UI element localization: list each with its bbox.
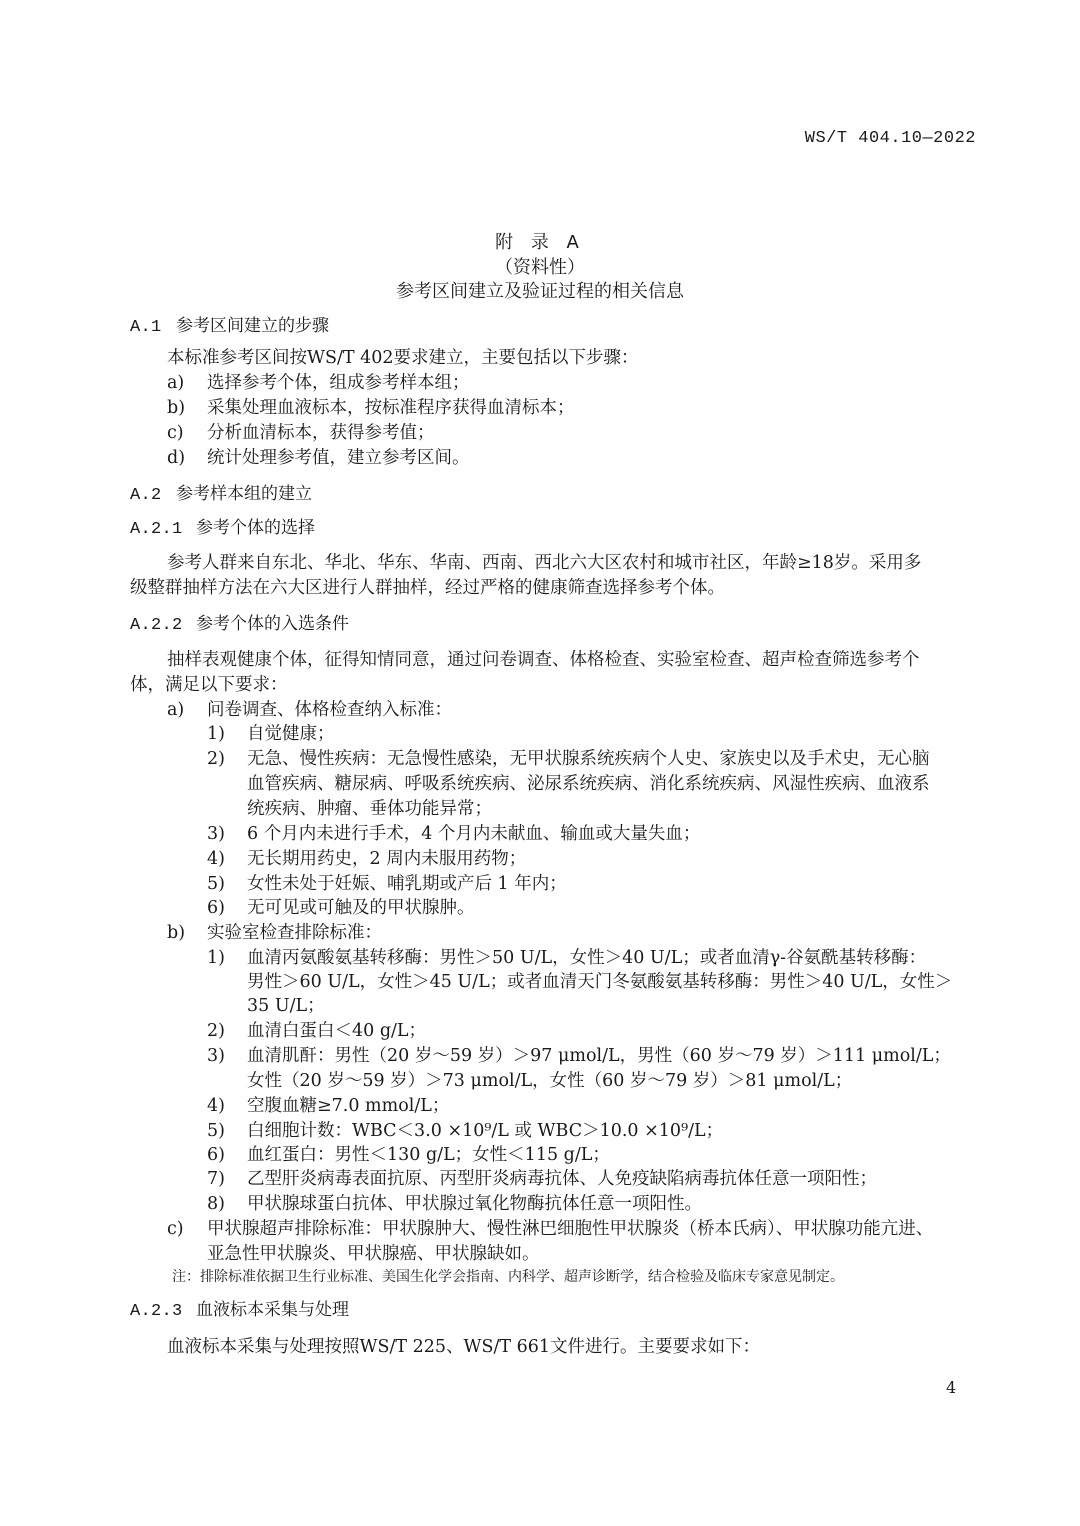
paragraph-line: 抽样表观健康个体，征得知情同意，通过问卷调查、体格检查、实验室检查、超声检查筛选参考个 [167, 650, 920, 670]
section-number: A.1 [130, 318, 162, 337]
appendix-label: 附 录 A [495, 232, 585, 253]
sub-marker: 5) [207, 874, 225, 894]
sub-text-continued: 血管疾病、糖尿病、呼吸系统疾病、泌尿系统疾病、消化系统疾病、风湿性疾病、血液系 [247, 774, 930, 794]
list-item [167, 1217, 934, 1241]
sub-text: 血清肌酐：男性（20 岁～59 岁）＞97 μmol/L，男性（60 岁～79 岁）＞111 μmol/L； [247, 1046, 951, 1066]
page-number: 4 [946, 1378, 957, 1397]
paragraph-line: 参考人群来自东北、华北、华东、华南、西南、西北六大区农村和城市社区，年龄≥18岁。采用多 [167, 553, 922, 573]
list-marker: a) [167, 373, 185, 393]
sub-item [207, 722, 335, 746]
list-text: 采集处理血液标本，按标准程序获得血清标本； [207, 398, 575, 418]
list-item [167, 371, 470, 395]
sub-text-continued: 男性＞60 U/L，女性＞45 U/L；或者血清天门冬氨酸氨基转移酶：男性＞40 U/L，女性＞ [247, 972, 953, 992]
sub-text: 甲状腺球蛋白抗体、甲状腺过氧化物酶抗体任意一项阳性。 [247, 1194, 702, 1214]
sub-text: 血清丙氨酸氨基转移酶：男性＞50 U/L，女性＞40 U/L；或者血清γ-谷氨酰基转移酶： [247, 948, 927, 968]
list-item [167, 421, 435, 445]
sub-text-continued: 35 U/L； [247, 996, 325, 1016]
list-marker: a) [167, 700, 185, 720]
section-number: A.2.3 [130, 1302, 183, 1321]
list-item [167, 396, 575, 420]
list-marker: c) [167, 1219, 184, 1239]
sub-text: 无长期用药史，2 周内未服用药物； [247, 849, 527, 869]
section-number: A.2 [130, 486, 162, 505]
sub-item [207, 896, 475, 920]
section-title: 参考个体的入选条件 [196, 614, 349, 634]
list-text: 问卷调查、体格检查纳入标准： [207, 700, 452, 720]
sub-item [207, 822, 701, 846]
section-heading-a21 [130, 516, 315, 542]
list-marker: b) [167, 923, 186, 943]
sub-marker: 2) [207, 749, 225, 769]
sub-item [207, 1044, 951, 1068]
list-text: 实验室检查排除标准： [207, 923, 382, 943]
paragraph: 血液标本采集与处理按照WS/T 225、WS/T 661文件进行。主要要求如下： [167, 1337, 761, 1357]
appendix-title: 参考区间建立及验证过程的相关信息 [396, 281, 684, 302]
sub-text: 无急、慢性疾病：无急慢性感染，无甲状腺系统疾病个人史、家族史以及手术史，无心脑 [247, 749, 930, 769]
section-title: 参考区间建立的步骤 [176, 316, 329, 336]
sub-text: 血红蛋白：男性＜130 g/L；女性＜115 g/L； [247, 1145, 610, 1165]
sub-item [207, 1143, 610, 1167]
section-title: 参考个体的选择 [196, 518, 315, 538]
sub-marker: 6) [207, 898, 225, 918]
sub-text-continued: 女性（20 岁～59 岁）＞73 μmol/L，女性（60 岁～79 岁）＞81 μmol/L； [247, 1071, 853, 1091]
section-heading-a23 [130, 1298, 349, 1324]
list-text: 甲状腺超声排除标准：甲状腺肿大、慢性淋巴细胞性甲状腺炎（桥本氏病）、甲状腺功能亢进、 [207, 1219, 934, 1239]
paragraph-line: 体，满足以下要求： [130, 675, 288, 695]
section-number: A.2.2 [130, 616, 183, 635]
sub-marker: 8) [207, 1194, 225, 1214]
sub-text: 空腹血糖≥7.0 mmol/L； [247, 1096, 450, 1116]
sub-marker: 3) [207, 1046, 225, 1066]
list-marker: c) [167, 423, 184, 443]
sub-item [207, 1019, 427, 1043]
sub-marker: 3) [207, 824, 225, 844]
list-text: 选择参考个体，组成参考样本组； [207, 373, 470, 393]
note: 注：排除标准依据卫生行业标准、美国生化学会指南、内科学、超声诊断学，结合检验及临床专家意见制定。 [172, 1269, 844, 1285]
list-item [167, 698, 452, 722]
sub-text: 乙型肝炎病毒表面抗原、丙型肝炎病毒抗体、人免疫缺陷病毒抗体任意一项阳性； [247, 1169, 877, 1189]
paragraph-line: 级整群抽样方法在六大区进行人群抽样，经过严格的健康筛查选择参考个体。 [130, 578, 725, 598]
sub-marker: 1) [207, 948, 225, 968]
sub-marker: 7) [207, 1169, 225, 1189]
section-title: 参考样本组的建立 [176, 484, 312, 504]
sub-text: 白细胞计数：WBC＜3.0 ×10⁹/L 或 WBC＞10.0 ×10⁹/L； [247, 1121, 724, 1141]
sub-text: 无可见或可触及的甲状腺肿。 [247, 898, 475, 918]
sub-text: 自觉健康； [247, 724, 335, 744]
sub-item [207, 847, 527, 871]
sub-text: 女性未处于妊娠、哺乳期或产后 1 年内； [247, 874, 567, 894]
sub-item [207, 747, 930, 771]
list-marker: b) [167, 398, 186, 418]
sub-item [207, 1167, 877, 1191]
sub-marker: 1) [207, 724, 225, 744]
sub-marker: 6) [207, 1145, 225, 1165]
sub-item [207, 872, 567, 896]
section-heading-a2 [130, 482, 312, 508]
sub-marker: 5) [207, 1121, 225, 1141]
sub-text-continued: 统疾病、肿瘤、垂体功能异常； [247, 799, 492, 819]
sub-marker: 4) [207, 1096, 225, 1116]
sub-item [207, 1192, 702, 1216]
section-heading-a1 [130, 314, 329, 340]
list-marker: d) [167, 448, 186, 468]
list-text: 统计处理参考值，建立参考区间。 [207, 448, 470, 468]
section-title: 血液标本采集与处理 [196, 1300, 349, 1320]
list-item [167, 446, 470, 470]
standard-code: WS/T 404.10—2022 [804, 129, 976, 148]
sub-text: 6 个月内未进行手术，4 个月内未献血、输血或大量失血； [247, 824, 701, 844]
sub-item [207, 1094, 450, 1118]
list-text: 分析血清标本，获得参考值； [207, 423, 435, 443]
sub-item [207, 946, 927, 970]
list-item [167, 921, 382, 945]
sub-text: 血清白蛋白＜40 g/L； [247, 1021, 427, 1041]
sub-marker: 2) [207, 1021, 225, 1041]
list-text-continued: 亚急性甲状腺炎、甲状腺癌、甲状腺缺如。 [207, 1244, 540, 1264]
section-heading-a22 [130, 612, 349, 638]
paragraph: 本标准参考区间按WS/T 402要求建立，主要包括以下步骤： [167, 348, 639, 368]
sub-marker: 4) [207, 849, 225, 869]
appendix-type: （资料性） [495, 257, 585, 278]
sub-item [207, 1119, 724, 1143]
section-number: A.2.1 [130, 520, 183, 539]
